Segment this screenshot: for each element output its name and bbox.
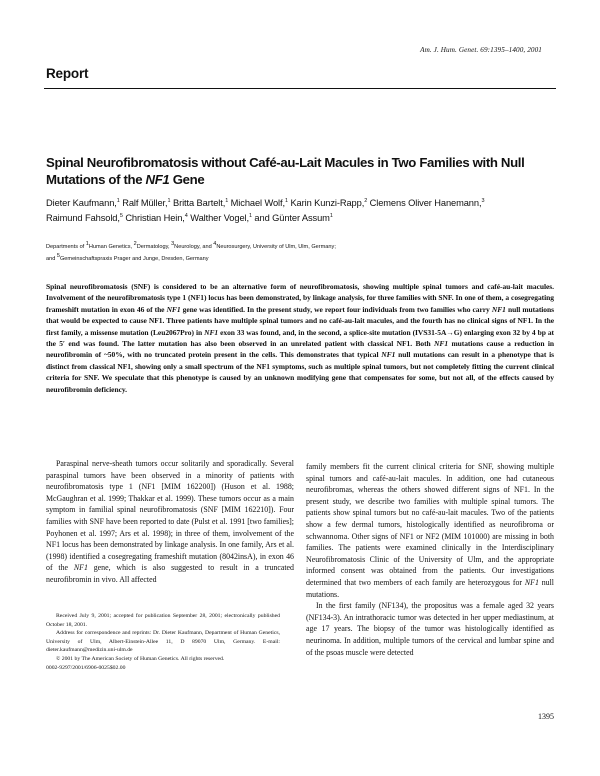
author-name: Christian Hein, bbox=[125, 212, 185, 223]
article-title bbox=[46, 154, 546, 188]
text-run: gene, which is also suggested to result in a truncated neurofibromin in vivo. All affected bbox=[46, 563, 294, 584]
paragraph: In the first family (NF134), the propositus was a female aged 32 years (NF134-3). An intrathoracic tumor was detected in her upper mediastinum, at age 17 years. The biopsy of the tumor was histologically identified as neurinoma. In addition, multiple tumors of the cervical and lumbar spine and of the psoas muscle were detected bbox=[306, 601, 554, 657]
author-affiliation-mark: 1 bbox=[248, 212, 252, 219]
text-run: null mutations can result in a phenotype that is distinct from classical NF1, showing only a small spectrum of the NF1 symptoms, such as multiple spinal tumors, but not completely fitting the current clinical criteria for SNF. We speculate that this phenotype is caused by an unknown modifying gene that compensates for some, but not all, of the effects caused by neurofibromin deficiency. bbox=[46, 350, 554, 394]
paragraph bbox=[306, 461, 554, 600]
body-column-right bbox=[306, 461, 554, 658]
author-name: Clemens Oliver Hanemann, bbox=[369, 198, 482, 209]
text-run: family members fit the current clinical criteria for SNF, showing multiple spinal tumors and café-au-lait macules. In addition, one had cutaneous neurofibromas, whereas the others showed different signs of NF1. In the present study, we describe two families with multiple spinal tumors. The patients show spinal tumors but no café-au-lait macules. Two of the patients show a few dermal tumors, histologically identified as neurofibroma or schwannoma. Other signs of NF1 or NF2 (MIM 101000) are missing in both families. The patients were examined clinically in the Interdisciplinary Neurofibromatosis Clinic of the University of Ulm, and the appropriate informed consent was obtained from the patients. Our investigations determined that two members of each family are heterozygous for bbox=[306, 462, 554, 587]
footnote-received: Received July 9, 2001; accepted for publication September 28, 2001; electronically published October 18, 2001. bbox=[46, 613, 280, 628]
text-run: gene was identified. In the present study, we report four individuals from two families who carry bbox=[180, 304, 492, 314]
abstract bbox=[46, 281, 554, 395]
author-affiliation-mark: 1 bbox=[284, 198, 288, 204]
footnote-issn: 0002-9297/2001/6906-0025$02.00 bbox=[46, 664, 126, 671]
author-affiliation-mark: 3 bbox=[481, 198, 485, 204]
paragraph bbox=[46, 458, 294, 586]
footnote-copyright: © 2001 by The American Society of Human Genetics. All rights reserved. bbox=[56, 655, 225, 662]
title-suffix: Gene bbox=[169, 172, 205, 187]
affiliation-line-2: and $^5$Gemeinschaftspraxis Prager and Junge, Dresden, Germany bbox=[46, 252, 209, 262]
body-column-left bbox=[46, 458, 294, 586]
italic-run: NF1 bbox=[491, 304, 506, 314]
journal-citation: Am. J. Hum. Genet. 69:1395–1400, 2001 bbox=[420, 46, 542, 54]
author-affiliation-mark: 1 bbox=[225, 198, 229, 204]
author-name: and Günter Assum bbox=[254, 212, 330, 223]
text-run: Spinal neurofibromatosis (SNF) is considered to be an alternative form of neurofibromatosis, showing multiple spinal tumors and café-au-lait macules. Involvement of the neurofibromatosis type 1 (NF1) locus has been demonstrated, by linkage analysis, for three families with SNF. In one of them, a cosegregating frameshift mutation in exon 46 of the bbox=[46, 282, 554, 314]
footnote bbox=[46, 612, 280, 672]
author-name: Raimund Fahsold, bbox=[46, 212, 120, 223]
author-name: Karin Kunzi-Rapp, bbox=[290, 198, 365, 209]
italic-run: NF1 bbox=[381, 350, 396, 360]
author-name: Dieter Kaufmann, bbox=[46, 198, 117, 209]
section-label: Report bbox=[46, 66, 89, 81]
italic-run: NF1 bbox=[166, 304, 181, 314]
footnote-address: Address for correspondence and reprints: Dr. Dieter Kaufmann, Department of Human Genetics, University of Ulm, Albert-Einstein-Allee 11, D 89070 Ulm, Germany. E-mail: dieter.kaufmann@medizin.uni-ulm.de bbox=[46, 630, 280, 654]
author-name: Walther Vogel, bbox=[190, 212, 249, 223]
author-affiliation-mark: 4 bbox=[184, 212, 188, 219]
author-affiliation-mark: 5 bbox=[119, 212, 123, 219]
author-name: Britta Bartelt, bbox=[172, 198, 226, 209]
text-run: exon 33 was found, and, in the second, a splice-site mutation (IVS31-5A→G) enlarging exon 32 by 4 bp at the 5′ end was found. The latter mutation has also been observed in an unrelated patient with classical NF1. Both bbox=[46, 327, 554, 349]
title-text: Spinal Neurofibromatosis without Café-au-Lait Macules in Two Families with Null Mutations of the bbox=[46, 155, 525, 187]
affiliations bbox=[46, 240, 566, 264]
author-affiliation-mark: 1 bbox=[329, 212, 333, 219]
page-number: 1395 bbox=[538, 712, 554, 721]
header-rule bbox=[44, 88, 556, 89]
author-affiliation-mark: 1 bbox=[167, 198, 171, 204]
italic-run: NF1 bbox=[434, 339, 449, 349]
italic-run: NF1 bbox=[204, 327, 219, 337]
author-name: Ralf Müller, bbox=[122, 198, 168, 209]
author-affiliation-mark: 2 bbox=[364, 198, 368, 204]
italic-run: NF1 bbox=[73, 563, 88, 573]
affiliation-line-1: Departments of $^1$Human Genetics, $^2$Dermatology, $^3$Neurology, and $^4$Neurosurgery, University of Ulm, Ulm, Germany; bbox=[46, 241, 336, 250]
text-run: null mutations that would be expected to cause NF1. Three patients have multiple spinal tumors and no café-au-lait macules, and the fourth has no clinical signs of NF1. In the first family, a missense mutation (Leu2067Pro) in bbox=[46, 304, 554, 337]
italic-run: NF1 bbox=[524, 577, 539, 587]
text-run: mutations cause a reduction in neurofibromin of ~50%, with no truncated protein present in the cells. This demonstrates that typical bbox=[46, 339, 554, 360]
author-name: Michael Wolf, bbox=[230, 198, 285, 209]
text-run: null mutations. bbox=[306, 577, 554, 599]
text-run: Paraspinal nerve-sheath tumors occur solitarily and sporadically. Several paraspinal tumors have been observed in a minority of patients with neurofibromatosis type 1 (NF1 [MIM 162200]) (Huson et al. 1988; McGaughran et al. 1999; Thakkar et al. 1999). These tumors occur as a main symptom in familial spinal neurofibromatosis (SNF [MIM 162210]). Four families with SNF have been reported to date (Pulst et al. 1991 [two families]; Poyhonen et al. 1997; Ars et al. 1998); in three of them, involvement of the NF1 locus has been demonstrated by linkage analysis. In one family, Ars et al. (1998) identified a cosegregating frameshift mutation (8042insA), in exon 46 of the bbox=[46, 459, 294, 573]
title-gene: NF1 bbox=[145, 172, 170, 187]
author-list bbox=[46, 195, 506, 224]
author-affiliation-mark: 1 bbox=[116, 198, 120, 204]
